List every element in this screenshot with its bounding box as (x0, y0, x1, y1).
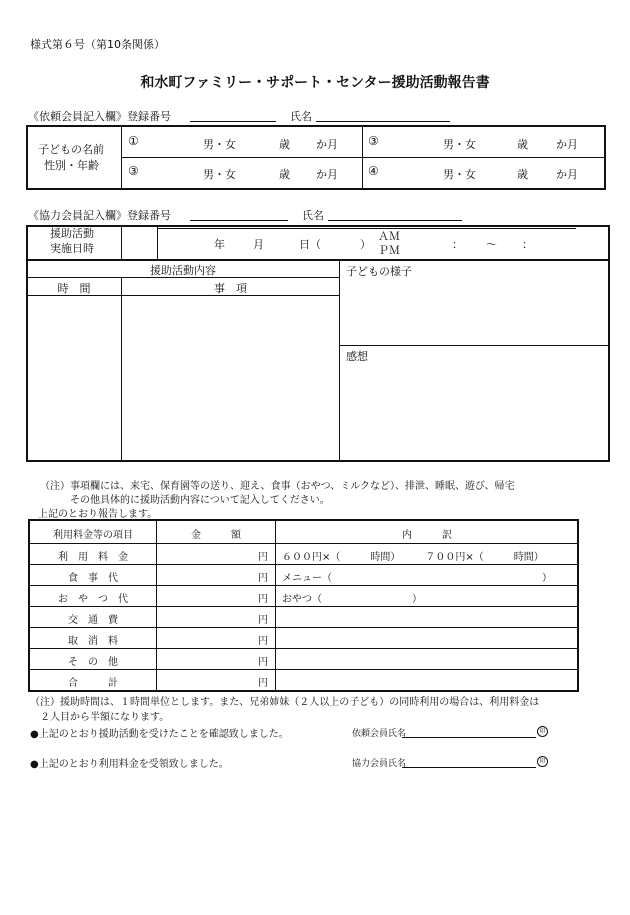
yen-unit: 円 (258, 552, 268, 563)
note-activity-line1: （注）事項欄には、来宅、保育園等の送り、迎え、食事（おやつ、ミルクなど）、排泄、睡眠、遊び、帰宅 (40, 481, 515, 492)
fee-item-label: 合 計 (68, 678, 118, 689)
fee-detail: ６００円×（ 時間） ７００円×（ 時間） (282, 552, 544, 563)
note-time-line1: （注）援助時間は、１時間単位とします。また、兄弟姉妹（２人以上の子ども）の同時利用の場合は、利用料金は (30, 697, 540, 708)
form-number: 様式第６号（第10条関係） (30, 38, 165, 51)
time-tilde: 〜 (486, 238, 497, 251)
seal-mark: 印 (537, 726, 548, 737)
confirm-name-label: 依頼会員氏名 (352, 729, 407, 739)
date-label: 援助活動 (50, 227, 94, 240)
child-month-unit: か月 (556, 168, 578, 181)
yen-unit: 円 (258, 657, 268, 668)
year-unit: 年 (214, 238, 225, 251)
child-age-unit: 歳 (279, 168, 290, 181)
fee-item-label: そ の 他 (68, 657, 118, 668)
fees-header-detail: 内 訳 (402, 530, 452, 541)
impression-label: 感想 (346, 350, 368, 363)
child-slot-number: ③ (368, 134, 379, 148)
cooperator-name-label: 氏名 (302, 209, 324, 222)
requester-name-label: 氏名 (290, 110, 312, 123)
confirm-signature-field[interactable] (402, 737, 536, 738)
child-month-unit: か月 (556, 138, 578, 151)
child-month-unit: か月 (316, 168, 338, 181)
requester-label: 《依頼会員記入欄》登録番号 (28, 110, 171, 123)
note-time-line2: ２人目から半額になります。 (40, 712, 170, 723)
child-age-unit: 歳 (517, 168, 528, 181)
time-column-header: 時 間 (57, 282, 91, 295)
fee-item-label: 交 通 費 (68, 615, 118, 626)
cooperator-number-field[interactable] (190, 220, 288, 221)
pm-option[interactable]: ＰＭ (378, 244, 400, 257)
child-month-unit: か月 (316, 138, 338, 151)
yen-unit: 円 (258, 573, 268, 584)
child-gender[interactable]: 男・女 (443, 138, 476, 151)
activity-header: 援助活動内容 (150, 264, 216, 277)
child-gender[interactable]: 男・女 (443, 168, 476, 181)
children-name-label: 子どもの名前 (38, 143, 104, 156)
cooperator-label: 《協力会員記入欄》登録番号 (28, 209, 171, 222)
time-colon: ： (452, 238, 463, 251)
receipt-name-label: 協力会員氏名 (352, 759, 407, 769)
day-close: ） (360, 238, 371, 251)
item-column-header: 事 項 (214, 282, 247, 295)
child-age-unit: 歳 (279, 138, 290, 151)
fee-detail: メニュー（ ） (282, 573, 552, 584)
fee-item-label: 食 事 代 (68, 573, 118, 584)
requester-name-field[interactable] (316, 121, 450, 122)
confirm-text: ●上記のとおり援助活動を受けたことを確認致しました。 (30, 729, 289, 740)
month-unit: 月 (253, 238, 264, 251)
requester-number-field[interactable] (190, 121, 276, 122)
fee-item-label: 取 消 料 (68, 636, 118, 647)
fee-detail: おやつ（ ） (282, 594, 422, 605)
child-slot-number: ③ (128, 164, 139, 178)
cooperator-name-field[interactable] (328, 220, 462, 221)
yen-unit: 円 (258, 636, 268, 647)
child-gender[interactable]: 男・女 (203, 138, 236, 151)
am-option[interactable]: ＡＭ (378, 230, 400, 243)
receipt-text: ●上記のとおり利用料金を受領致しました。 (30, 759, 229, 770)
child-gender[interactable]: 男・女 (203, 168, 236, 181)
fees-header-amount: 金 額 (191, 530, 241, 541)
fee-item-label: お や つ 代 (58, 594, 128, 605)
note-activity-line2: その他具体的に援助活動内容について記入してください。 (70, 495, 330, 506)
yen-unit: 円 (258, 615, 268, 626)
time-colon-2: ： (522, 238, 533, 251)
child-state-label: 子どもの様子 (346, 265, 412, 278)
day-unit: 日（ (299, 238, 321, 251)
report-line: 上記のとおり報告します。 (38, 509, 158, 520)
receipt-signature-field[interactable] (402, 767, 536, 768)
child-slot-number: ④ (368, 164, 379, 178)
fees-header-item: 利用料金等の項目 (53, 530, 133, 541)
child-age-unit: 歳 (517, 138, 528, 151)
seal-mark: 印 (537, 756, 548, 767)
child-slot-number: ① (128, 134, 139, 148)
page-title: 和水町ファミリー・サポート・センター援助活動報告書 (140, 75, 490, 91)
date-label-2: 実施日時 (50, 242, 94, 255)
yen-unit: 円 (258, 678, 268, 689)
yen-unit: 円 (258, 594, 268, 605)
fee-item-label: 利 用 料 金 (58, 552, 128, 563)
children-gender-age-label: 性別・年齢 (44, 159, 99, 172)
